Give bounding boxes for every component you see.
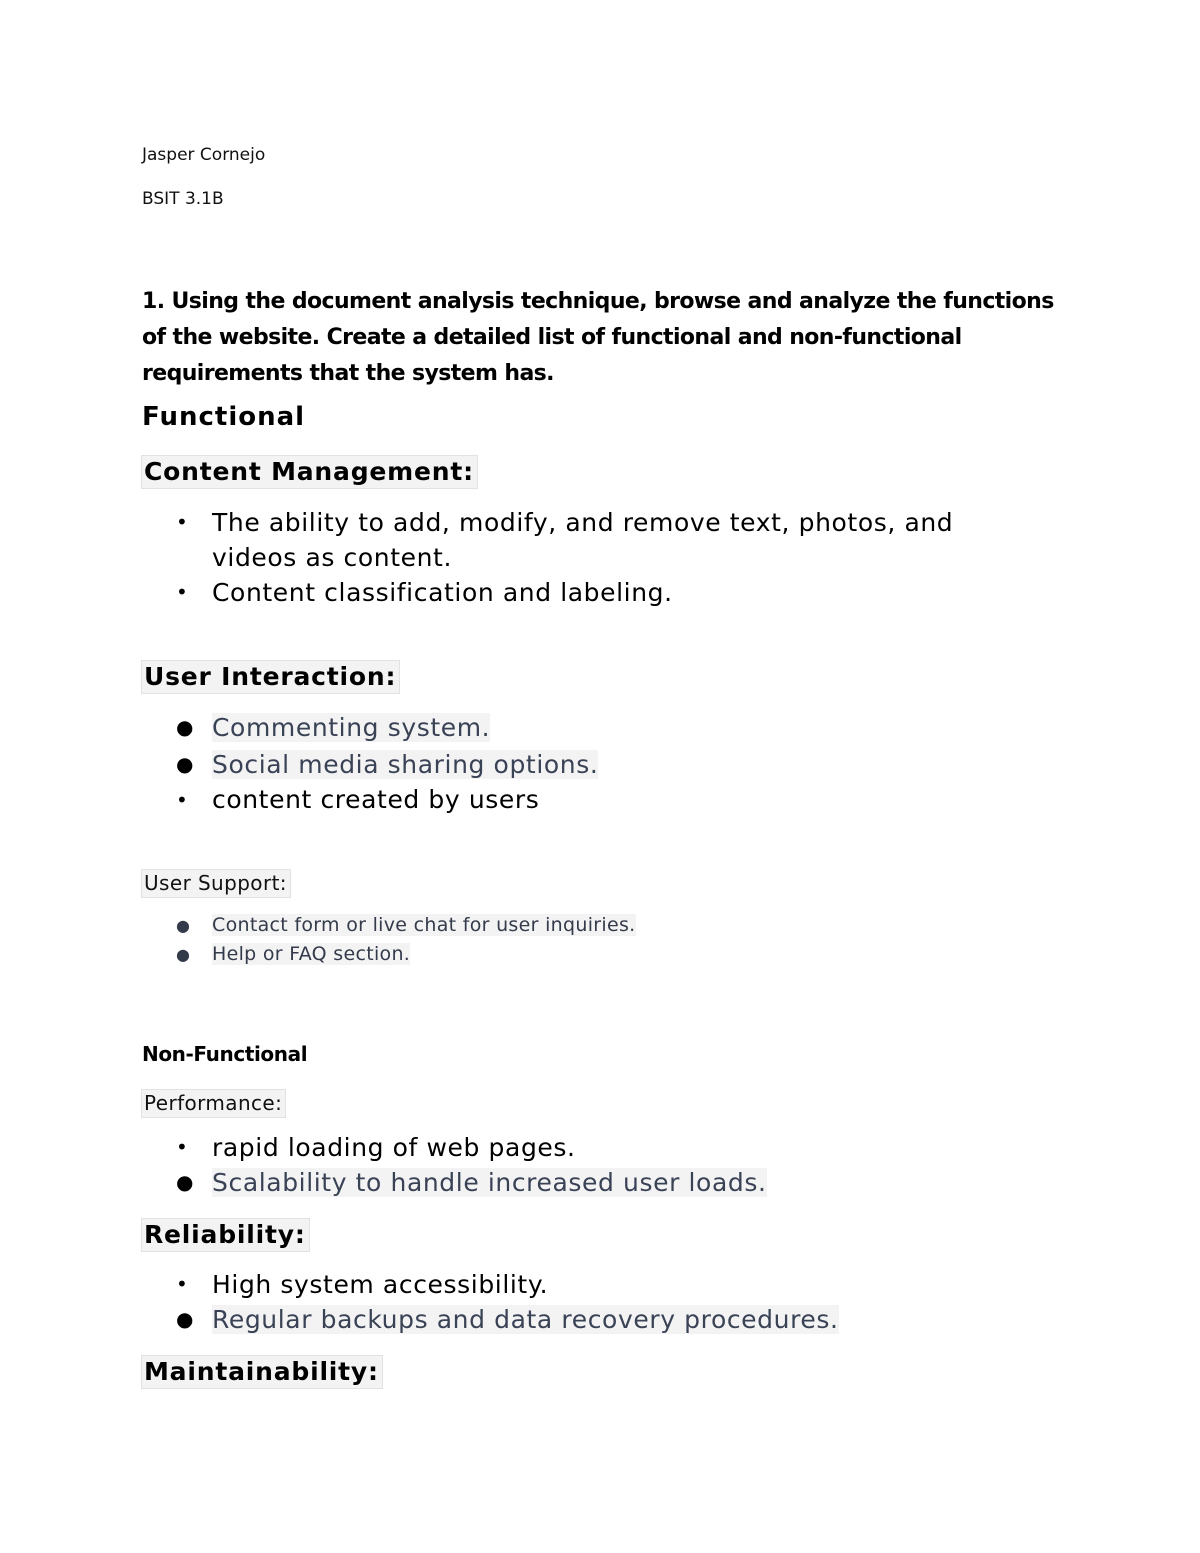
performance-heading: Performance:	[141, 1089, 286, 1118]
user-interaction-list	[172, 709, 598, 817]
performance-list	[172, 1130, 767, 1200]
reliability-heading: Reliability:	[141, 1218, 310, 1252]
user-interaction-heading: User Interaction:	[141, 660, 400, 694]
list-item: • rapid loading of web pages.	[176, 1133, 576, 1162]
reliability-list	[172, 1267, 839, 1337]
list-item: ● Regular backups and data recovery procedures.	[176, 1305, 839, 1334]
user-support-heading: User Support:	[141, 869, 291, 898]
non-functional-heading: Non-Functional	[142, 1042, 308, 1066]
student-name: Jasper Cornejo	[142, 145, 266, 165]
list-item: ● Contact form or live chat for user inquiries.	[176, 914, 636, 936]
list-item: • The ability to add, modify, and remove text, photos, and videos as content.	[176, 508, 954, 572]
student-section: BSIT 3.1B	[142, 189, 224, 209]
list-item: • High system accessibility.	[176, 1270, 549, 1299]
question-text: 1. Using the document analysis technique, browse and analyze the functions of the website. Create a detailed list of functional and non-functional requirements that the system has.	[142, 289, 1054, 386]
list-item: • content created by users	[176, 785, 540, 814]
list-item: ● Help or FAQ section.	[176, 943, 411, 965]
content-management-list	[172, 505, 1012, 610]
list-item: ● Social media sharing options.	[176, 750, 599, 779]
list-item: ● Scalability to handle increased user loads.	[176, 1168, 767, 1197]
user-support-list	[172, 911, 636, 969]
content-management-heading: Content Management:	[141, 455, 478, 489]
functional-heading: Functional	[142, 402, 306, 432]
maintainability-heading: Maintainability:	[141, 1355, 383, 1389]
list-item: ● Commenting system.	[176, 713, 491, 742]
list-item: • Content classification and labeling.	[176, 578, 673, 607]
